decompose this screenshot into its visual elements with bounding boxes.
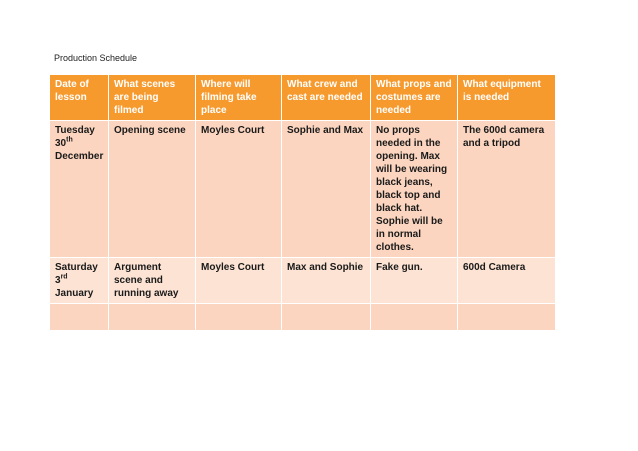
cell-equipment: 600d Camera	[458, 258, 556, 304]
cell-crew: Max and Sophie	[282, 258, 371, 304]
cell-empty	[458, 304, 556, 331]
cell-empty	[371, 304, 458, 331]
cell-date	[50, 258, 109, 304]
table-row	[50, 121, 556, 258]
cell-location: Moyles Court	[196, 121, 282, 258]
cell-empty	[50, 304, 109, 331]
cell-scene: Argument scene and running away	[109, 258, 196, 304]
cell-props: Fake gun.	[371, 258, 458, 304]
date-month: December	[55, 151, 104, 162]
cell-empty	[109, 304, 196, 331]
date-suffix: th	[66, 136, 73, 144]
header-props: What props and costumes are needed	[371, 75, 458, 121]
date-day: Tuesday	[55, 125, 95, 136]
production-schedule-table	[49, 74, 556, 331]
header-date: Date of lesson	[50, 75, 109, 121]
header-row	[50, 75, 556, 121]
date-number: 30	[55, 138, 67, 149]
cell-scene: Opening scene	[109, 121, 196, 258]
cell-crew: Sophie and Max	[282, 121, 371, 258]
header-crew: What crew and cast are needed	[282, 75, 371, 121]
cell-equipment: The 600d camera and a tripod	[458, 121, 556, 258]
date-number: 3	[55, 275, 61, 286]
date-day: Saturday	[55, 262, 98, 273]
document-title: Production Schedule	[54, 53, 138, 63]
cell-date	[50, 121, 109, 258]
header-scenes: What scenes are being filmed	[109, 75, 196, 121]
cell-props: No props needed in the opening. Max will be wearing black jeans, black top and black hat. Sophie will be in normal clothes.	[371, 121, 458, 258]
date-suffix: rd	[60, 273, 68, 281]
table-row	[50, 258, 556, 304]
cell-location: Moyles Court	[196, 258, 282, 304]
header-location: Where will filming take place	[196, 75, 282, 121]
date-month: January	[55, 288, 94, 299]
header-equipment: What equipment is needed	[458, 75, 556, 121]
cell-empty	[282, 304, 371, 331]
table-row-empty	[50, 304, 556, 331]
cell-empty	[196, 304, 282, 331]
